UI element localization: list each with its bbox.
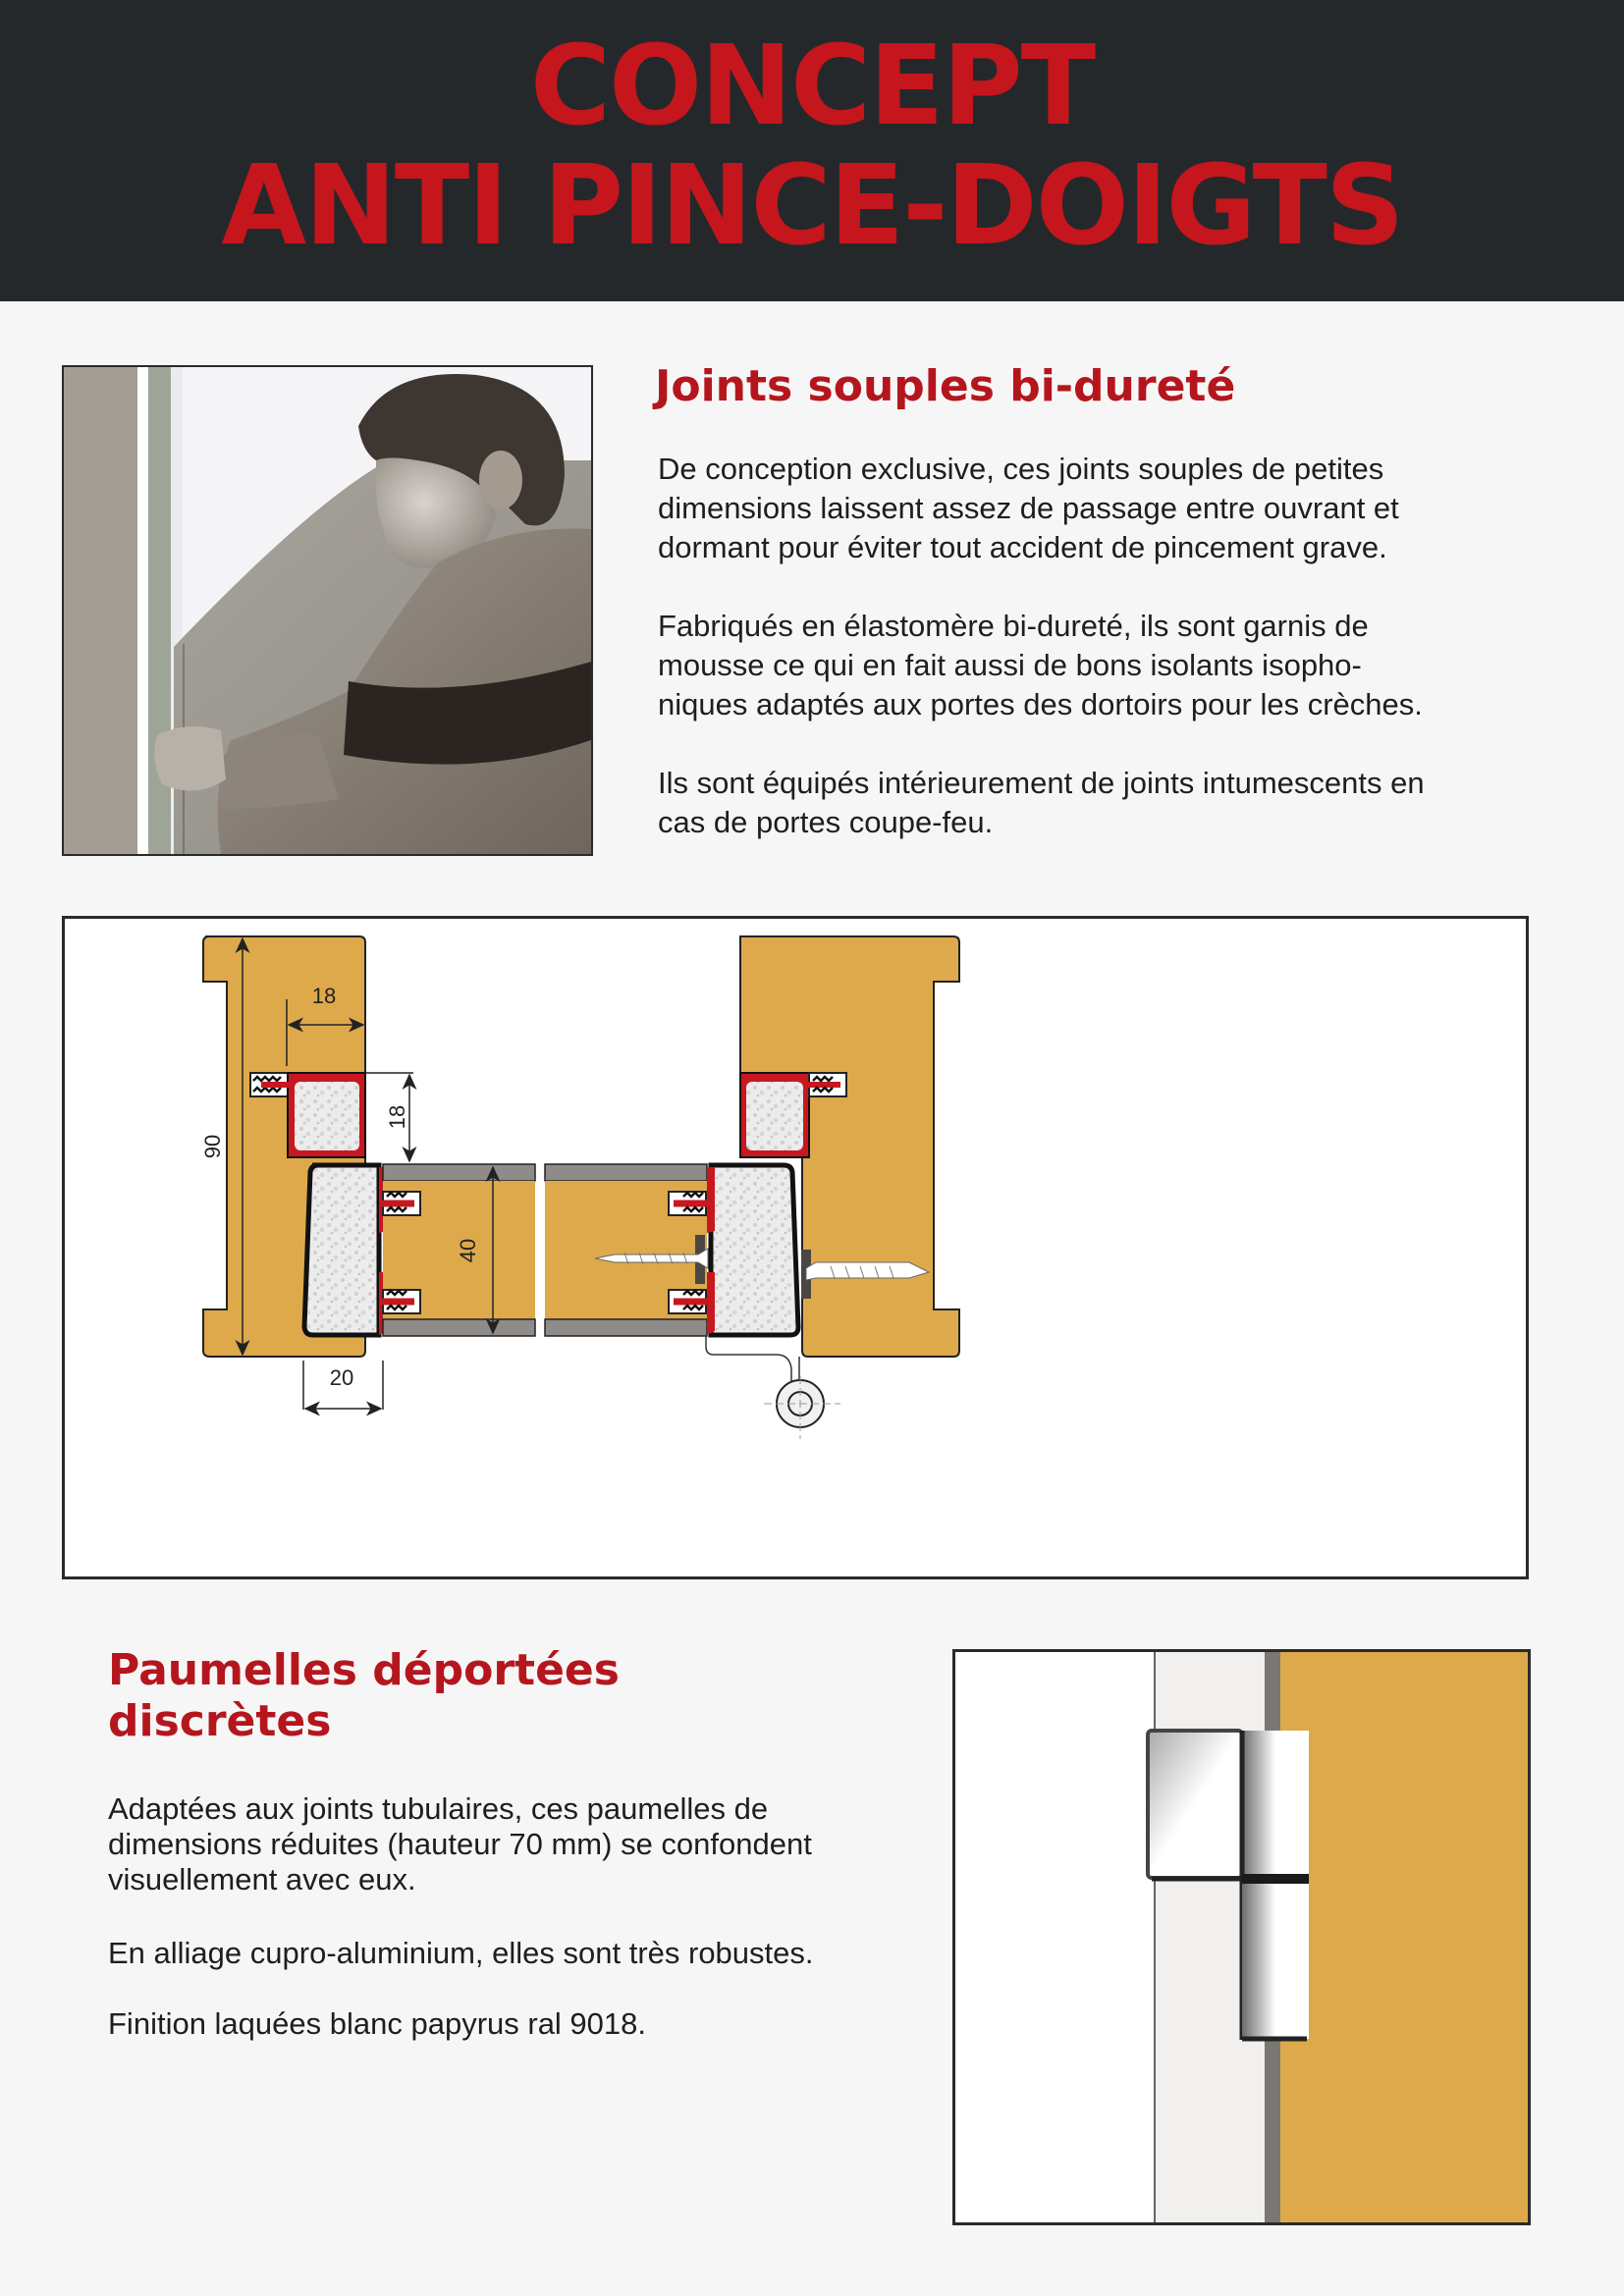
- page-header: [0, 0, 1624, 301]
- screw-right: [806, 1262, 929, 1280]
- cross-section-svg: [65, 919, 1526, 1576]
- text-line: visuellement avec eux.: [108, 1862, 416, 1896]
- photo-illustration: [64, 367, 591, 854]
- text-line: dimensions laissent assez de passage entre ouvrant et: [658, 491, 1399, 525]
- text-line: Adaptées aux joints tubulaires, ces paumelles de: [108, 1791, 769, 1826]
- left-foam-small: [295, 1082, 359, 1150]
- section2-paragraph-2: [108, 1934, 814, 1973]
- text-line: Fabriqués en élastomère bi-dureté, ils sont garnis de: [658, 609, 1369, 643]
- text-line: Finition laquées blanc papyrus ral 9018.: [108, 2006, 647, 2041]
- text-line: dimensions réduites (hauteur 70 mm) se confondent: [108, 1827, 812, 1861]
- joint-cross-section-diagram: [62, 916, 1529, 1579]
- dim-18-depth-label: 18: [385, 1104, 409, 1130]
- text-line: cas de portes coupe-feu.: [658, 805, 994, 839]
- section2-heading: [108, 1645, 620, 1747]
- text-line: Ils sont équipés intérieurement de joints intumescents en: [658, 766, 1425, 800]
- section2-paragraph-3: [108, 2004, 646, 2044]
- text-line: mousse ce qui en fait aussi de bons isolants isopho-: [658, 648, 1362, 682]
- hinge-illustration: [952, 1649, 1531, 2225]
- hinge-upper-leaf: [1148, 1731, 1242, 1878]
- dim-40-label: 40: [456, 1238, 480, 1263]
- hinge-svg: [955, 1652, 1528, 2222]
- door-frame-wood: [1280, 1652, 1528, 2222]
- text-line: niques adaptés aux portes des dortoirs pour les crèches.: [658, 687, 1423, 721]
- section2-paragraph-1: [108, 1791, 812, 1897]
- section1-paragraph-2: [658, 607, 1423, 724]
- section2-heading-line-1: Paumelles déportées: [108, 1645, 620, 1695]
- section2-heading-line-2: discrètes: [108, 1696, 332, 1746]
- text-line: En alliage cupro-aluminium, elles sont très robustes.: [108, 1936, 814, 1970]
- section1-heading: Joints souples bi-dureté: [655, 361, 1236, 411]
- dim-18-width-label: 18: [311, 984, 337, 1008]
- dim-20-label: 20: [329, 1365, 354, 1390]
- section1-paragraph-1: [658, 450, 1399, 567]
- hinge-upper-barrel: [1242, 1731, 1309, 1874]
- section1-paragraph-3: [658, 764, 1425, 842]
- right-foam-small: [746, 1082, 803, 1150]
- title-line-2: ANTI PINCE-DOIGTS: [221, 142, 1403, 270]
- hinge-lower-barrel: [1242, 1884, 1309, 2039]
- text-line: dormant pour éviter tout accident de pincement grave.: [658, 530, 1387, 564]
- child-at-door-photo: [62, 365, 593, 856]
- title-line-1: CONCEPT: [529, 23, 1095, 150]
- text-line: De conception exclusive, ces joints souples de petites: [658, 452, 1384, 486]
- hinge-arm: [706, 1335, 791, 1390]
- dim-90-label: 90: [200, 1134, 225, 1159]
